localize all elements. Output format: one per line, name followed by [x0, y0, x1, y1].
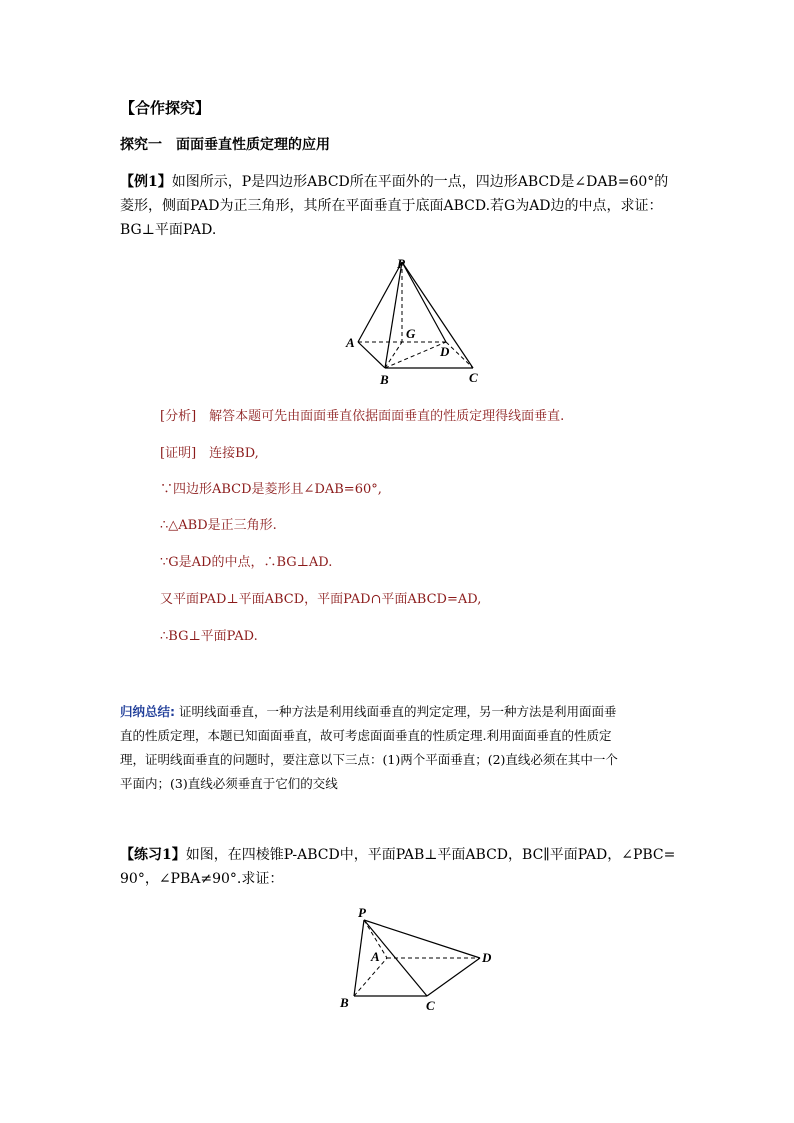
- example1-line2: 菱形，侧面PAD为正三角形，其所在平面垂直于底面ABCD.若G为AD边的中点，求证：: [120, 198, 663, 214]
- exercise1-label: 【练习1】: [120, 847, 186, 863]
- summary-line2: 直的性质定理，本题已知面面垂直，故可考虑面面垂直的性质定理.利用面面垂直的性质定: [120, 728, 612, 743]
- label-D2: D: [482, 950, 492, 965]
- example1-line3: BG⊥平面PAD.: [120, 222, 217, 238]
- proof-step-6: ∴BG⊥平面PAD.: [160, 629, 258, 644]
- example1-label: 【例1】: [120, 174, 172, 190]
- summary: [120, 700, 676, 796]
- label-P: P: [397, 256, 405, 271]
- label-D: D: [440, 344, 450, 359]
- summary-line3: 理，证明线面垂直的问题时，要注意以下三点：(1)两个平面垂直；(2)直线必须在其中一个: [120, 752, 618, 767]
- proof-step-1: [证明] 连接BD,: [160, 446, 259, 461]
- pyramid-figure-2: [330, 900, 505, 1015]
- label-A: A: [346, 335, 355, 350]
- analysis: [分析] 解答本题可先由面面垂直依据面面垂直的性质定理得线面垂直.: [160, 409, 565, 424]
- exercise1: [120, 843, 680, 891]
- proof-step-2: ∵四边形ABCD是菱形且∠DAB=60°,: [160, 482, 382, 497]
- summary-line1: 归纳总结: 证明线面垂直，一种方法是利用线面垂直的判定定理，另一种方法是利用面面垂: [120, 704, 617, 719]
- label-B: B: [380, 372, 389, 387]
- section-title: 【合作探究】: [120, 99, 211, 117]
- subsection-title: 探究一 面面垂直性质定理的应用: [120, 137, 330, 153]
- pyramid-figure-1: [330, 250, 500, 390]
- label-P2: P: [358, 905, 366, 920]
- example1-line1: 【例1】如图所示，P是四边形ABCD所在平面外的一点，四边形ABCD是∠DAB=60°的: [120, 174, 669, 190]
- proof-step-5: 又平面PAD⊥平面ABCD，平面PAD∩平面ABCD=AD,: [160, 592, 482, 607]
- label-A2: A: [371, 949, 380, 964]
- proof-step-3: ∴△ABD是正三角形.: [160, 518, 277, 533]
- proof-step-4: ∵G是AD的中点，∴BG⊥AD.: [160, 555, 333, 570]
- exercise1-line2: 90°，∠PBA≠90°.求证：: [120, 871, 284, 887]
- label-C: C: [469, 370, 478, 385]
- summary-label: 归纳总结:: [120, 704, 175, 719]
- summary-line4: 平面内；(3)直线必须垂直于它们的交线: [120, 776, 338, 791]
- label-G: G: [406, 326, 416, 341]
- label-B2: B: [340, 995, 349, 1010]
- example1: [120, 170, 680, 242]
- exercise1-line1: 【练习1】如图，在四棱锥P-ABCD中，平面PAB⊥平面ABCD，BC∥平面PAD，∠PBC=: [120, 847, 676, 863]
- label-C2: C: [426, 998, 435, 1013]
